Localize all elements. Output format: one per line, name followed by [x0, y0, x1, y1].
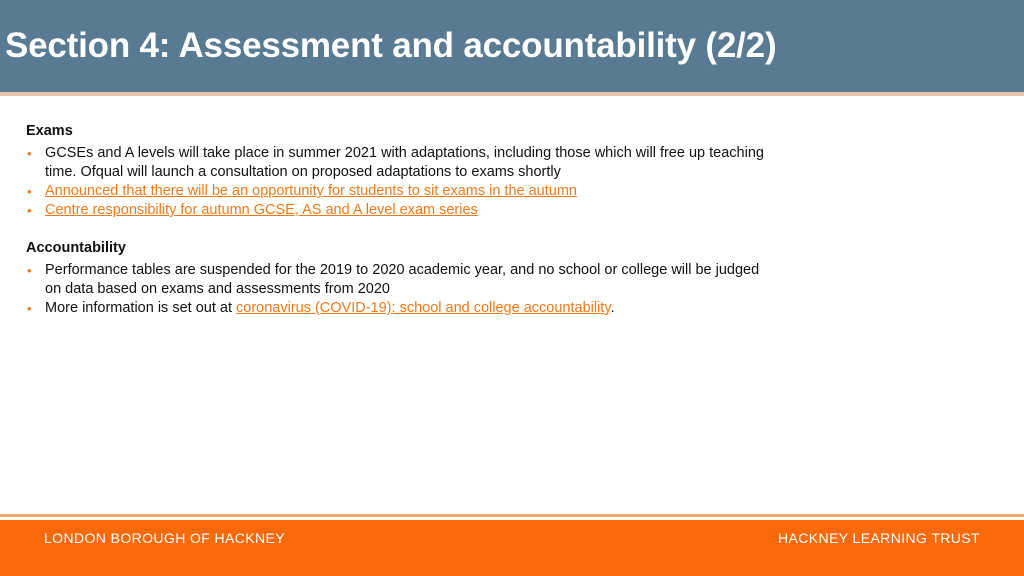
section-spacer	[26, 220, 766, 239]
list-item	[26, 201, 766, 220]
list-item	[26, 299, 766, 318]
accountability-item-text: Performance tables are suspended for the 2019 to 2020 academic year, and no school or college will be judged on data based on exams and assessments from 2020	[45, 262, 760, 297]
header-bar	[0, 0, 1024, 92]
footer-org-right: HACKNEY LEARNING TRUST	[778, 530, 980, 546]
accountability-heading: Accountability	[26, 240, 126, 256]
slide-content	[26, 122, 766, 318]
footer-bar	[0, 520, 1024, 576]
covid-accountability-link[interactable]: coronavirus (COVID-19): school and college accountability	[236, 300, 611, 316]
more-info-suffix: .	[610, 300, 615, 316]
bullet-icon: •	[27, 301, 32, 316]
more-info-prefix: More information is set out at	[45, 300, 236, 316]
header-divider	[0, 92, 1024, 96]
centre-responsibility-link[interactable]: Centre responsibility for autumn GCSE, AS and A level exam series	[45, 202, 478, 218]
bullet-icon: •	[27, 203, 32, 218]
bullet-icon: •	[27, 263, 32, 278]
exams-list	[26, 144, 766, 220]
bullet-icon: •	[27, 146, 32, 161]
bullet-icon: •	[27, 184, 32, 199]
list-item	[26, 182, 766, 201]
footer-divider	[0, 514, 1024, 517]
autumn-exams-link[interactable]: Announced that there will be an opportunity for students to sit exams in the autumn	[45, 183, 577, 199]
list-item	[26, 144, 766, 182]
exams-heading: Exams	[26, 123, 73, 139]
footer-org-left: LONDON BOROUGH OF HACKNEY	[44, 530, 286, 546]
page-title: Section 4: Assessment and accountability (2/2)	[5, 26, 777, 65]
exams-item-text: GCSEs and A levels will take place in summer 2021 with adaptations, including those which will free up teaching time. Ofqual will launch a consultation on proposed adaptations to exams shortly	[45, 145, 764, 180]
accountability-list	[26, 261, 766, 318]
list-item	[26, 261, 766, 299]
